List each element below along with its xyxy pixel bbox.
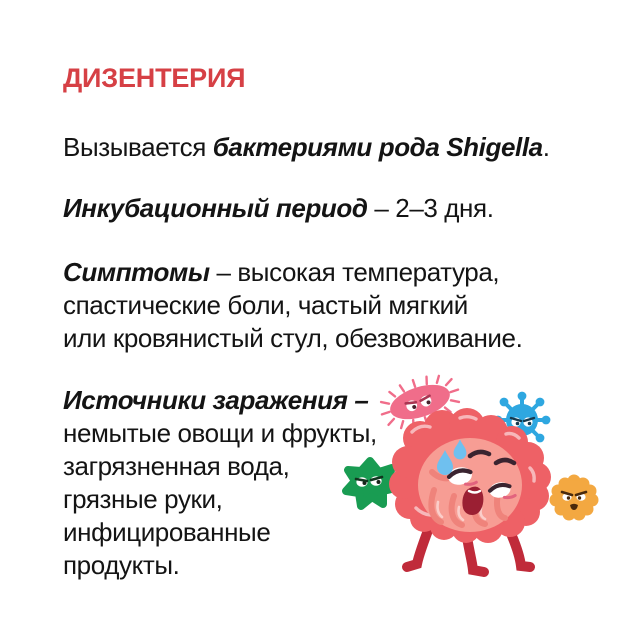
text-line: Источники заражения – xyxy=(63,385,369,415)
text-line: продукты. xyxy=(63,550,180,580)
text-line: спастические боли, частый мягкий xyxy=(63,290,468,320)
paragraph xyxy=(63,131,583,164)
intestine-germs-illustration xyxy=(320,340,640,640)
page-title: ДИЗЕНТЕРИЯ xyxy=(63,63,246,93)
intestine-right-leg xyxy=(512,536,530,567)
text-line: загрязненная вода, xyxy=(63,451,290,481)
star-germ-icon xyxy=(346,461,396,506)
blob-germ-icon xyxy=(550,475,599,521)
text-line: или кровянистый стул, обезвоживание. xyxy=(63,323,523,353)
paragraph xyxy=(63,192,583,225)
text-line: Симптомы – высокая температура, xyxy=(63,257,500,287)
text-line: немытые овощи и фрукты, xyxy=(63,418,377,448)
text-line: Инкубационный период – 2–3 дня. xyxy=(63,193,494,223)
text-line: грязные руки, xyxy=(63,484,223,514)
text-line: Вызывается бактериями рода Shigella. xyxy=(63,132,550,162)
text-line: инфицированные xyxy=(63,517,271,547)
